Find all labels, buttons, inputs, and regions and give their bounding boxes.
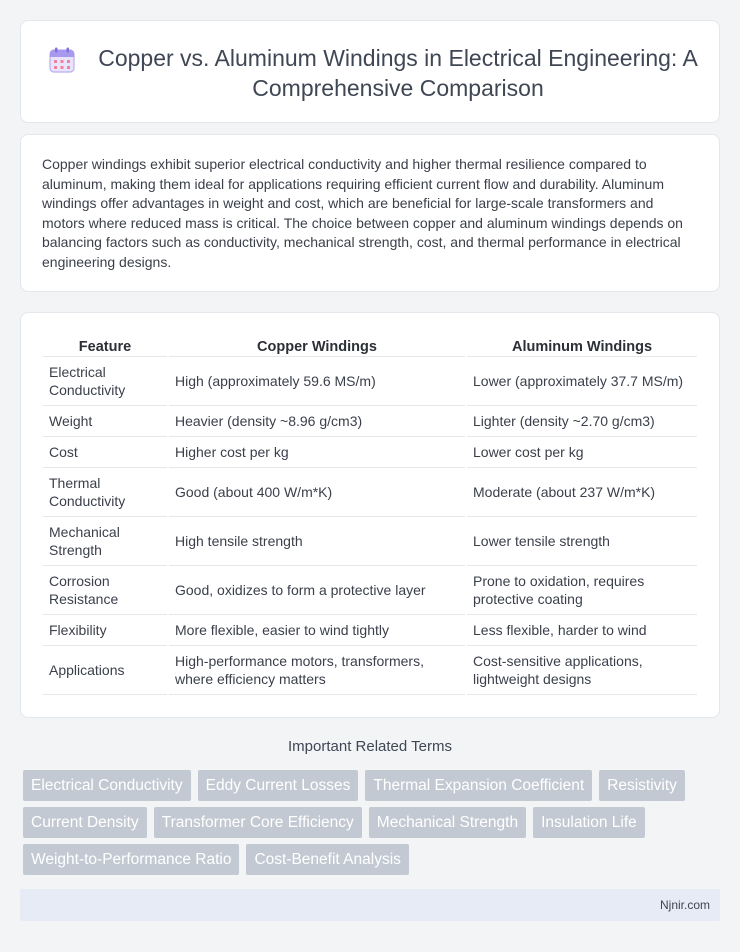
copper-cell: Good (about 400 W/m*K) [169, 468, 465, 517]
copper-cell: Heavier (density ~8.96 g/cm3) [169, 406, 465, 437]
feature-cell: Electrical Conductivity [43, 357, 167, 406]
feature-cell: Mechanical Strength [43, 517, 167, 566]
header-feature: Feature [43, 333, 167, 357]
related-terms-heading: Important Related Terms [288, 738, 452, 755]
feature-cell: Flexibility [43, 615, 167, 646]
page-title: Copper vs. Aluminum Windings in Electrical Engineering: A Comprehensive Comparison [98, 45, 698, 101]
related-terms-list [23, 770, 723, 881]
aluminum-cell: Cost-sensitive applications, lightweight designs [467, 646, 697, 695]
table-row [43, 437, 697, 468]
aluminum-cell: Prone to oxidation, requires protective coating [467, 566, 697, 615]
term-tag[interactable]: Thermal Expansion Coefficient [365, 770, 592, 801]
copper-cell: Higher cost per kg [169, 437, 465, 468]
header-copper: Copper Windings [169, 333, 465, 357]
aluminum-cell: Lower tensile strength [467, 517, 697, 566]
table-row [43, 646, 697, 695]
aluminum-cell: Moderate (about 237 W/m*K) [467, 468, 697, 517]
aluminum-cell: Lower cost per kg [467, 437, 697, 468]
calendar-icon [49, 47, 75, 73]
feature-cell: Weight [43, 406, 167, 437]
table-row [43, 357, 697, 406]
comparison-table-card [20, 312, 720, 718]
term-tag[interactable]: Eddy Current Losses [198, 770, 359, 801]
term-tag[interactable]: Weight-to-Performance Ratio [23, 844, 239, 875]
table-row [43, 615, 697, 646]
feature-cell: Corrosion Resistance [43, 566, 167, 615]
footer-site[interactable]: Njnir.com [659, 898, 710, 912]
copper-cell: More flexible, easier to wind tightly [169, 615, 465, 646]
copper-cell: High tensile strength [169, 517, 465, 566]
aluminum-cell: Less flexible, harder to wind [467, 615, 697, 646]
feature-cell: Applications [43, 646, 167, 695]
feature-cell: Thermal Conductivity [43, 468, 167, 517]
header-card [20, 20, 720, 123]
header-aluminum: Aluminum Windings [467, 333, 697, 357]
aluminum-cell: Lower (approximately 37.7 MS/m) [467, 357, 697, 406]
term-tag[interactable]: Cost-Benefit Analysis [246, 844, 408, 875]
table-row [43, 468, 697, 517]
table-header-row [43, 333, 697, 357]
copper-cell: High (approximately 59.6 MS/m) [169, 357, 465, 406]
term-tag[interactable]: Insulation Life [533, 807, 645, 838]
copper-cell: Good, oxidizes to form a protective layer [169, 566, 465, 615]
table-row [43, 517, 697, 566]
table-row [43, 406, 697, 437]
term-tag[interactable]: Mechanical Strength [369, 807, 526, 838]
term-tag[interactable]: Transformer Core Efficiency [154, 807, 362, 838]
term-tag[interactable]: Current Density [23, 807, 147, 838]
feature-cell: Cost [43, 437, 167, 468]
table-row [43, 566, 697, 615]
comparison-table [41, 333, 699, 695]
term-tag[interactable]: Resistivity [599, 770, 685, 801]
footer [20, 889, 720, 921]
intro-paragraph: Copper windings exhibit superior electrical conductivity and higher thermal resilience compared to aluminum, making them ideal for applications requiring efficient current flow and durability. Aluminum windings offer advantages in weight and cost, which are beneficial for large-scale transformers and motors where reduced mass is critical. The choice between copper and aluminum windings depends on balancing factors such as conductivity, mechanical strength, cost, and thermal performance in electrical engineering designs. [42, 156, 683, 270]
copper-cell: High-performance motors, transformers, where efficiency matters [169, 646, 465, 695]
aluminum-cell: Lighter (density ~2.70 g/cm3) [467, 406, 697, 437]
term-tag[interactable]: Electrical Conductivity [23, 770, 191, 801]
intro-card [20, 134, 720, 292]
